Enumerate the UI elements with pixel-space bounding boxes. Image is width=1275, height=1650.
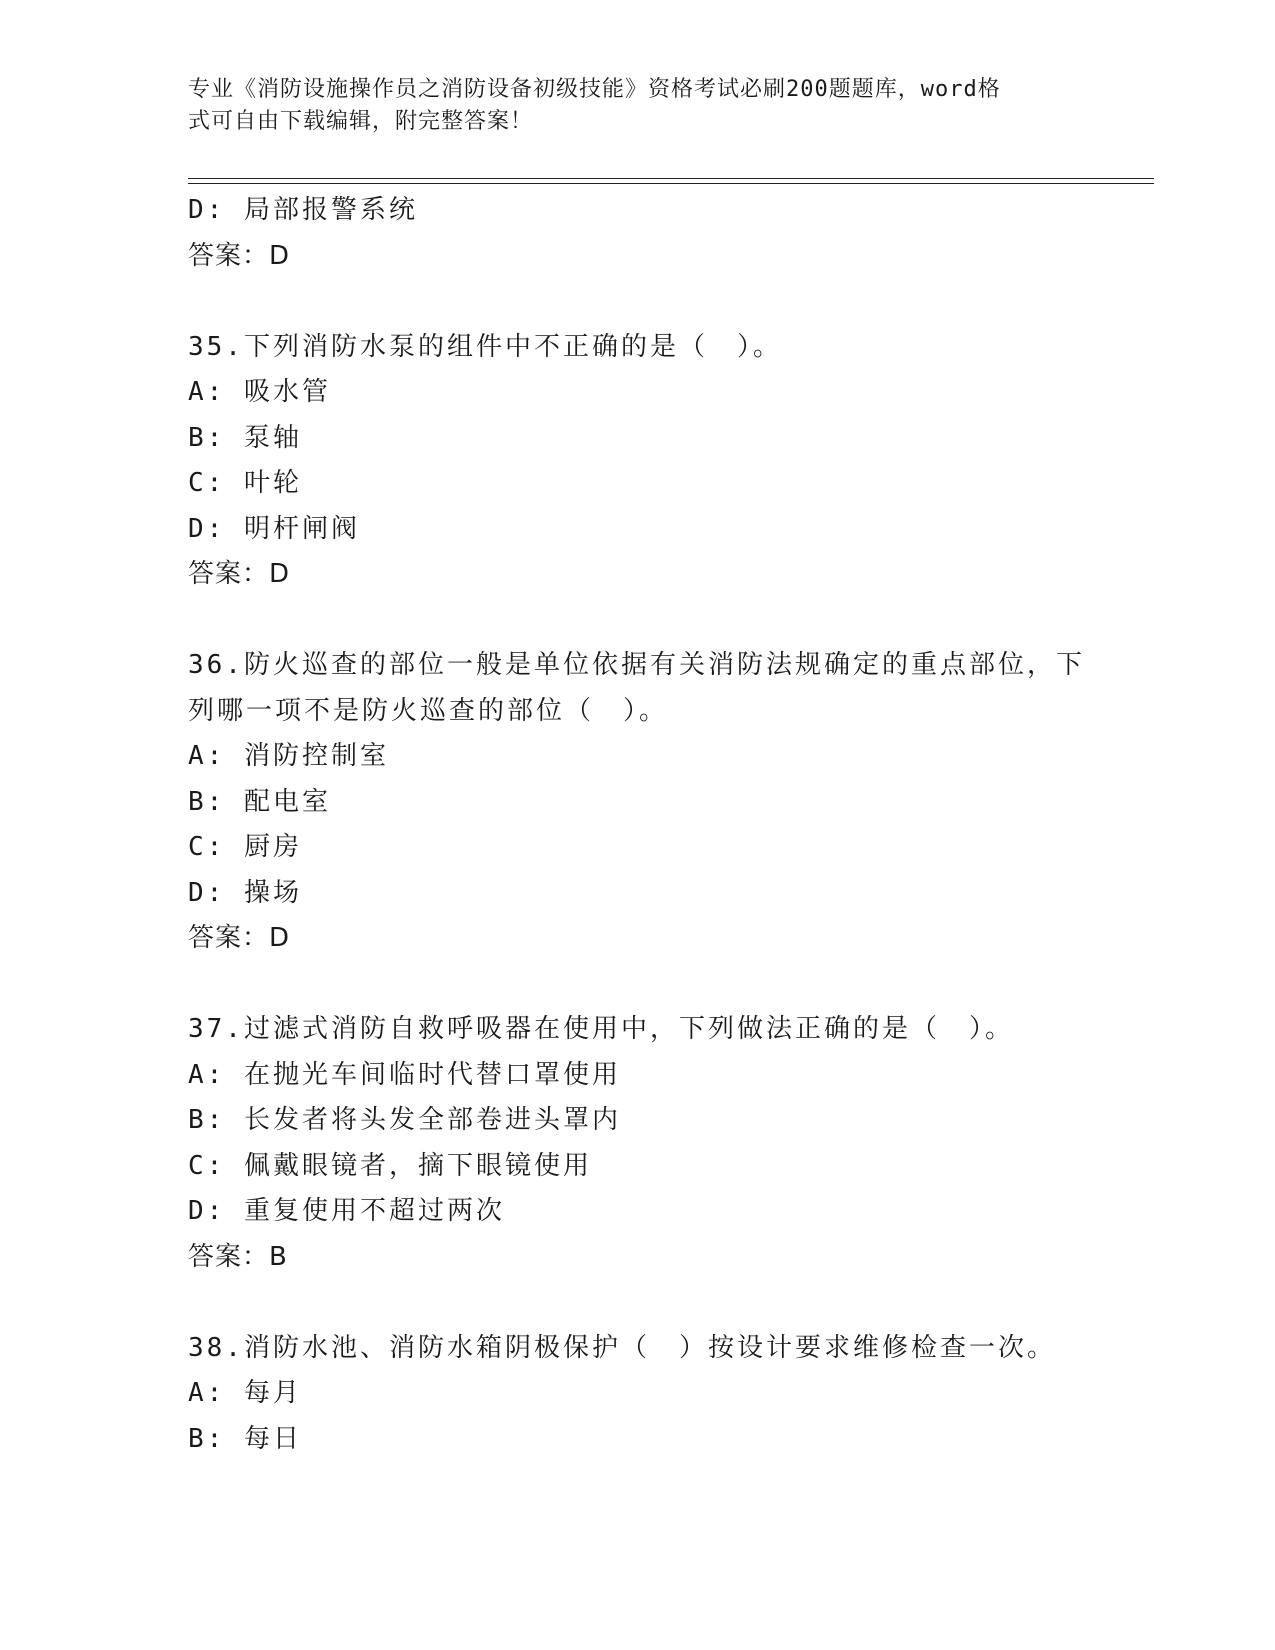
question-stem-37: 37.过滤式消防自救呼吸器在使用中，下列做法正确的是（ ）。 — [188, 1014, 1014, 1044]
spacer — [188, 279, 1088, 325]
option-a: A: 在抛光车间临时代替口罩使用 — [188, 1059, 621, 1090]
spacer — [188, 962, 1088, 1008]
option-b: B: 每日 — [188, 1423, 302, 1454]
header-line-1: 专业《消防设施操作员之消防设备初级技能》资格考试必刷200题题库，word格 — [188, 77, 1001, 102]
answer-line: 答案：D — [188, 240, 291, 271]
answer-line: 答案：D — [188, 923, 291, 953]
option-c: C: 佩戴眼镜者，摘下眼镜使用 — [188, 1150, 592, 1181]
option-b: B: 配电室 — [188, 786, 331, 817]
header-divider-bottom — [188, 183, 1154, 184]
option-b: B: 泵轴 — [188, 422, 302, 453]
question-stem-36-line-2: 列哪一项不是防火巡查的部位（ ）。 — [188, 695, 669, 726]
option-d: D: 局部报警系统 — [188, 195, 418, 225]
option-b: B: 长发者将头发全部卷进头罩内 — [188, 1105, 621, 1135]
spacer — [188, 598, 1088, 644]
option-d: D: 操场 — [188, 877, 302, 908]
answer-line: 答案：B — [188, 1241, 288, 1272]
question-list — [188, 188, 1088, 1462]
answer-line: 答案：D — [188, 559, 291, 589]
option-c: C: 叶轮 — [188, 468, 302, 498]
option-a: A: 每月 — [188, 1378, 302, 1408]
option-d: D: 重复使用不超过两次 — [188, 1196, 505, 1226]
question-stem-35: 35.下列消防水泵的组件中不正确的是（ ）。 — [188, 331, 782, 362]
option-c: C: 厨房 — [188, 832, 302, 862]
option-d: D: 明杆闸阀 — [188, 513, 360, 544]
question-stem-38: 38.消防水池、消防水箱阴极保护（ ）按设计要求维修检查一次。 — [188, 1332, 1056, 1363]
question-stem-36-line-1: 36.防火巡查的部位一般是单位依据有关消防法规确定的重点部位，下 — [188, 650, 1085, 680]
spacer — [188, 1280, 1088, 1326]
header-divider-top — [188, 178, 1154, 179]
option-a: A: 消防控制室 — [188, 741, 389, 771]
option-a: A: 吸水管 — [188, 377, 331, 407]
header-line-2: 式可自由下载编辑，附完整答案！ — [188, 109, 534, 134]
document-header — [188, 74, 1068, 138]
